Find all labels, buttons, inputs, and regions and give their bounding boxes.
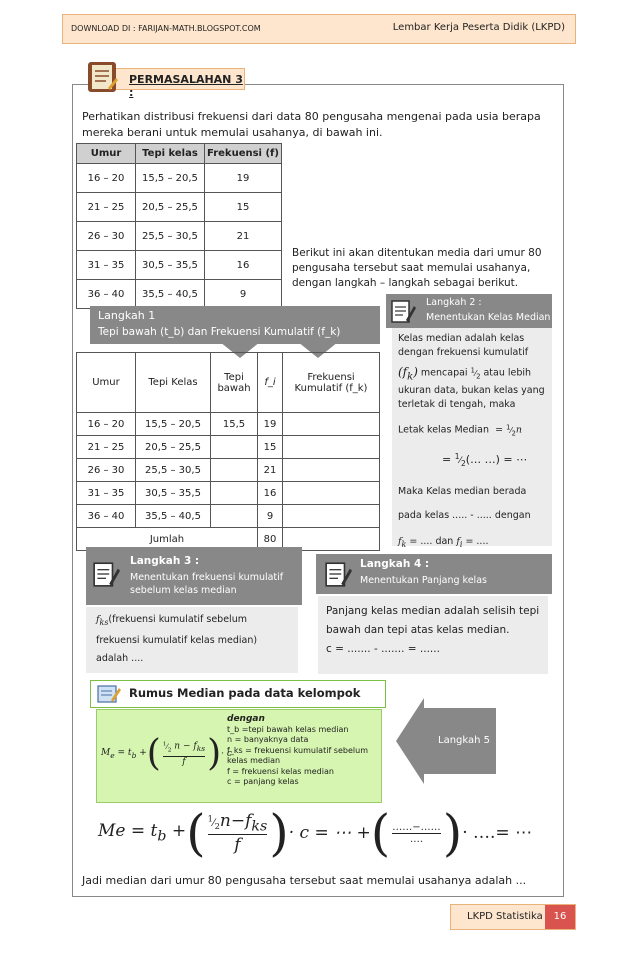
cell-tepi-bawah[interactable] (211, 459, 258, 482)
step3-content: $f_{ks}(frekuensi$ kumulatif sebelum frekuensi kumulatif kelas median) adalah .... (86, 607, 298, 673)
step2-banner (386, 294, 552, 328)
cell-tepi-kelas: 15,5 – 20,5 (136, 164, 205, 193)
step3-banner (86, 547, 302, 605)
table-row (77, 459, 380, 482)
cell-tepi-bawah[interactable] (211, 482, 258, 505)
step1-title: Langkah 1 (98, 309, 156, 322)
step2-content: Kelas median adalah kelas dengan frekuensi kumulatif $(f_k)$ mencapai $^1⁄_2$ atau lebih ukuran data, bukan kelas yang terletak di tengah, maka Letak kelas Median = $^1⁄_2n$ = $^1⁄_2(\dots$ …) = ⋯ Maka Kelas median berada pada kelas ..... - ..... dengan $f_k$ = .... dan $f_i$ = .... (392, 328, 552, 546)
cell-umur: 26 – 30 (77, 222, 136, 251)
cell-umur: 36 – 40 (77, 280, 136, 309)
formula-def: f = frekuensi kelas median (227, 766, 334, 776)
table-header-row (77, 144, 282, 164)
step1-banner (90, 306, 380, 344)
cell-fi: 9 (258, 505, 283, 528)
table-row (77, 164, 282, 193)
formula-def: c = panjang kelas (227, 777, 299, 786)
header-download-source: DOWNLOAD DI : FARIJAN-MATH.BLOGSPOT.COM (71, 24, 261, 33)
median-computation: $Me = t_b$ + ( $^1⁄_2n-f_{ks}$ f ) · c = ⋯ + ( ……−…… …. ) · ….= ⋯ (98, 804, 533, 862)
step2-line1: Kelas median adalah kelas dengan frekuensi kumulatif (398, 333, 529, 358)
formula-box (96, 709, 382, 803)
step3-line3: adalah .... (96, 652, 144, 664)
step4-line1: Panjang kelas median adalah selisih tepi bawah dan tepi atas kelas median. (326, 605, 540, 636)
table-row (77, 222, 282, 251)
column-header: Umur (77, 353, 136, 413)
conclusion-text: Jadi median dari umur 80 pengusaha tersebut saat memulai usahanya adalah ... (82, 874, 527, 887)
formula-def: f_ks = frekuensi kumulatif sebelum kelas median (227, 745, 368, 765)
formula-title: Rumus Median pada data kelompok (129, 686, 361, 700)
page-number: 16 (545, 905, 575, 929)
step1-subtitle: Tepi bawah (t_b) dan Frekuensi Kumulatif (f_k) (98, 326, 341, 338)
step3-line2: frekuensi kumulatif kelas median) (96, 634, 258, 646)
notebook-icon (86, 60, 118, 94)
column-header: Tepi Kelas (136, 353, 211, 413)
cell-fk[interactable] (283, 505, 380, 528)
cell-tepi-kelas: 35,5 – 40,5 (136, 505, 211, 528)
cell-frekuensi: 9 (205, 280, 282, 309)
table-row (77, 436, 380, 459)
cell-fi: 21 (258, 459, 283, 482)
step2-line7: = .... dan (409, 536, 454, 548)
formula-definitions (227, 714, 377, 788)
problem-title: PERMASALAHAN 3 : (92, 68, 245, 90)
column-header: Umur (77, 144, 136, 164)
cell-fk[interactable] (283, 436, 380, 459)
page-footer (450, 904, 576, 930)
cell-tepi-kelas: 25,5 – 30,5 (136, 459, 211, 482)
cell-umur: 21 – 25 (77, 436, 136, 459)
table-row (77, 251, 282, 280)
page-header (62, 14, 576, 44)
cumulative-frequency-table (76, 352, 380, 551)
footer-label: LKPD Statistika (467, 911, 543, 922)
cell-tepi-kelas: 35,5 – 40,5 (136, 280, 205, 309)
step2-line4: Letak kelas Median (398, 424, 490, 436)
cell-tepi-bawah[interactable] (211, 505, 258, 528)
cell-umur: 31 – 35 (77, 482, 136, 505)
column-header: Frekuensi (f) (205, 144, 282, 164)
step3-title: Langkah 3 : (130, 555, 200, 567)
table-row (77, 413, 380, 436)
cell-tepi-bawah[interactable] (211, 436, 258, 459)
cell-tepi-bawah[interactable]: 15,5 (211, 413, 258, 436)
cell-umur: 16 – 20 (77, 413, 136, 436)
table-header-row (77, 353, 380, 413)
cell-fi: 15 (258, 436, 283, 459)
step2-line3: atau lebih ukuran data, bukan kelas yang terletak di tengah, maka (398, 367, 545, 411)
column-header: f_i (258, 353, 283, 413)
problem-intro: Perhatikan distribusi frekuensi dari data 80 pengusaha mengenai pada usia berapa mereka berani untuk memulai usahanya, di bawah ini. (82, 110, 541, 139)
step2-line6: pada kelas ..... - ..... dengan (398, 510, 531, 522)
median-formula: $M_e = t_b$ + ( $^1⁄_2$ $n - f_{ks}$ f ) · c (101, 733, 232, 774)
step2-line8: = .... (465, 536, 489, 548)
step3-subtitle: Menentukan frekuensi kumulatif sebelum kelas median (130, 572, 284, 596)
cell-frekuensi: 15 (205, 193, 282, 222)
intro-steps-text: Berikut ini akan ditentukan media dari umur 80 pengusaha tersebut saat memulai usahanya, dengan langkah – langkah sebagai berikut. (292, 247, 542, 289)
cell-fk[interactable] (283, 482, 380, 505)
column-header: Tepi kelas (136, 144, 205, 164)
formula-def: n = banyaknya data (227, 735, 309, 744)
step5-label: Langkah 5 (438, 735, 491, 746)
column-header: Tepi bawah (211, 353, 258, 413)
cell-umur: 16 – 20 (77, 164, 136, 193)
step2-line2: mencapai (420, 367, 468, 379)
step4-content (318, 596, 548, 674)
cell-umur: 21 – 25 (77, 193, 136, 222)
step2-subtitle: Menentukan Kelas Median (426, 312, 551, 323)
column-header: Frekuensi Kumulatif (f_k) (283, 353, 380, 413)
frequency-table (76, 143, 282, 309)
cell-frekuensi: 21 (205, 222, 282, 251)
cell-tepi-kelas: 20,5 – 25,5 (136, 193, 205, 222)
worksheet-pencil-icon (390, 298, 416, 324)
total-label: Jumlah (77, 528, 258, 551)
step4-banner (316, 554, 552, 594)
cell-fk[interactable] (283, 413, 380, 436)
cell-umur: 36 – 40 (77, 505, 136, 528)
cell-tepi-kelas: 20,5 – 25,5 (136, 436, 211, 459)
formula-edit-icon (97, 684, 121, 704)
cell-fi: 16 (258, 482, 283, 505)
formula-dengan: dengan (227, 714, 265, 724)
table-row (77, 482, 380, 505)
step4-line2: c = ....... - ....... = ...... (326, 643, 440, 655)
cell-tepi-kelas: 15,5 – 20,5 (136, 413, 211, 436)
step4-title: Langkah 4 : (360, 558, 430, 570)
cell-fi: 19 (258, 413, 283, 436)
table-row (77, 193, 282, 222)
cell-umur: 26 – 30 (77, 459, 136, 482)
cell-tepi-kelas: 30,5 – 35,5 (136, 251, 205, 280)
header-document-title: Lembar Kerja Peserta Didik (LKPD) (392, 22, 565, 33)
cell-umur: 31 – 35 (77, 251, 136, 280)
table-row (77, 280, 282, 309)
step2-line5: Maka Kelas median berada (398, 486, 527, 498)
cell-fk[interactable] (283, 459, 380, 482)
cell-frekuensi: 19 (205, 164, 282, 193)
formula-title-bar (90, 680, 386, 708)
worksheet-pencil-icon (92, 559, 120, 589)
cell-frekuensi: 16 (205, 251, 282, 280)
table-row (77, 505, 380, 528)
formula-def: t_b =tepi bawah kelas median (227, 724, 349, 734)
total-value: 80 (258, 528, 283, 551)
worksheet-pencil-icon (324, 560, 352, 588)
step3-line1: (frekuensi kumulatif sebelum (108, 614, 247, 625)
step4-subtitle: Menentukan Panjang kelas (360, 575, 487, 586)
cell-tepi-kelas: 25,5 – 30,5 (136, 222, 205, 251)
cell-tepi-kelas: 30,5 – 35,5 (136, 482, 211, 505)
step2-title: Langkah 2 : (426, 297, 482, 308)
